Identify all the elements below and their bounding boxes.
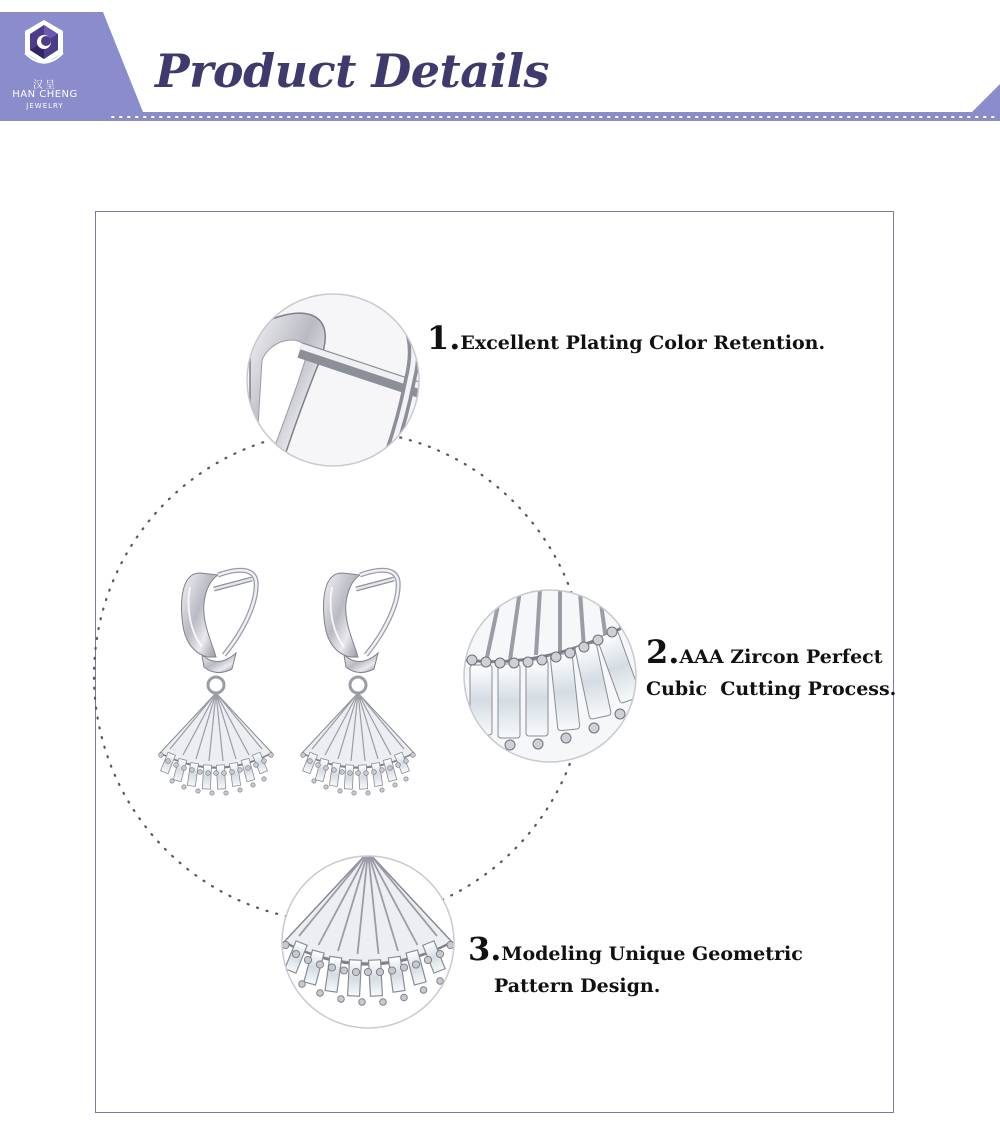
feature-1 xyxy=(427,319,826,359)
feature-2-number: 2. xyxy=(646,633,680,671)
logo-subtitle: JEWELRY xyxy=(26,102,64,110)
feature-3-number: 3. xyxy=(468,930,502,968)
feature-2 xyxy=(646,633,897,705)
feature-2-line-2: Cubic Cutting Process. xyxy=(646,678,897,700)
feature-2-line-1: AAA Zircon Perfect xyxy=(679,646,883,668)
feature-1-line-1: Excellent Plating Color Retention. xyxy=(460,332,826,354)
feature-1-number: 1. xyxy=(427,319,461,357)
earring-left xyxy=(159,570,274,795)
page-title: Product Details xyxy=(155,44,549,98)
feature-3 xyxy=(468,930,803,1002)
fan-pendant-icon xyxy=(282,852,454,1028)
logo-chinese-name: 汉呈 xyxy=(33,80,57,91)
zircon-row-icon xyxy=(464,590,641,762)
logo-brand-name: HAN CHENG xyxy=(12,89,78,100)
feature-3-line-1: Modeling Unique Geometric xyxy=(501,943,803,965)
feature-3-line-2: Pattern Design. xyxy=(494,975,661,997)
earring-right xyxy=(301,570,416,795)
earring-hook-icon xyxy=(247,294,420,470)
